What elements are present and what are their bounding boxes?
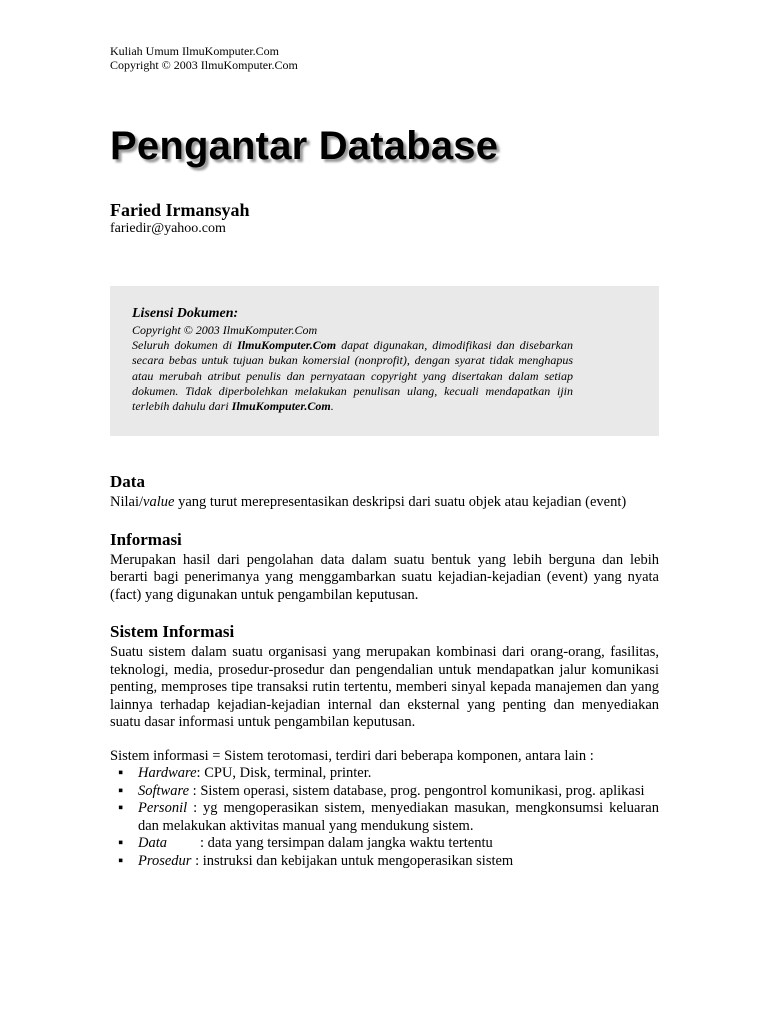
component-desc: Sistem operasi, sistem database, prog. pengontrol komunikasi, prog. aplikasi: [196, 782, 645, 799]
license-text-1: Seluruh dokumen di: [132, 338, 238, 353]
bullet-icon: ▪: [118, 835, 124, 851]
component-desc: instruksi dan kebijakan untuk mengoperasikan sistem: [199, 852, 514, 869]
data-text-italic: value: [143, 494, 175, 510]
license-site-2: IlmuKomputer.Com: [231, 399, 331, 414]
header-line-1: Kuliah Umum IlmuKomputer.Com: [110, 44, 279, 58]
author-email: fariedir@yahoo.com: [110, 221, 226, 236]
component-term: Prosedur: [138, 852, 192, 869]
license-text-end: .: [330, 399, 334, 414]
data-text-a: Nilai/: [110, 494, 144, 510]
data-text-b: yang turut merepresentasikan deskripsi dari suatu objek atau kejadian (event): [174, 494, 627, 510]
running-header: [110, 44, 659, 72]
license-copyright: Copyright © 2003 IlmuKomputer.Com: [132, 323, 318, 337]
license-site-1: IlmuKomputer.Com: [237, 338, 337, 353]
bullet-icon: ▪: [118, 800, 124, 816]
license-text-2: dapat digunakan, dimodifikasi dan disebarkan secara bebas untuk tujuan bukan komersial (nonprofit), dengan syarat tidak menghapus atau merubah atribut penulis dan pernyataan copyright yang disertakan dalam setiap dokumen. Tidak diperbolehkan melakukan penulisan ulang, kecuali mendapatkan ijin terlebih dahulu dari: [132, 338, 573, 414]
component-desc: CPU, Disk, terminal, printer.: [200, 765, 372, 781]
bullet-icon: ▪: [118, 782, 124, 799]
component-term: Software: [138, 782, 190, 799]
component-term: Data: [138, 835, 167, 851]
spacer: [110, 732, 659, 748]
component-desc: yg mengoperasikan sistem, menyediakan masukan, mengkonsumsi keluaran dan melakukan aktivitas manual yang mendukung sistem.: [138, 800, 659, 834]
spacer: [110, 512, 659, 530]
spacer: [110, 604, 659, 622]
component-desc: data yang tersimpan dalam jangka waktu tertentu: [204, 835, 493, 851]
list-item: [110, 835, 659, 853]
section-text-informasi: Merupakan hasil dari pengolahan data dalam suatu bentuk yang lebih berguna dan lebih berarti bagi penerimanya yang menggambarkan suatu kejadian-kejadian (event) yang nyata (fact) yang digunakan untuk pengambilan keputusan.: [110, 551, 659, 603]
license-heading: Lisensi Dokumen:: [132, 306, 239, 321]
license-body: [132, 338, 573, 414]
document-page: [110, 44, 659, 237]
component-sep: :: [187, 800, 198, 816]
document-title: Pengantar Database: [110, 124, 499, 168]
section-heading-informasi: Informasi: [110, 529, 182, 549]
list-item: [110, 853, 659, 871]
component-sep: :: [196, 765, 201, 781]
bullet-icon: ▪: [118, 852, 124, 869]
bullet-icon: ▪: [118, 765, 124, 781]
section-text-data: [110, 494, 659, 512]
list-item: [110, 765, 659, 783]
component-sep: :: [200, 835, 205, 851]
section-heading-data: Data: [110, 472, 145, 491]
list-item: [110, 800, 659, 835]
components-intro: Sistem informasi = Sistem terotomasi, terdiri dari beberapa komponen, antara lain :: [110, 747, 594, 764]
author-name: Faried Irmansyah: [110, 200, 250, 220]
sections: [110, 472, 659, 870]
section-text-sistem-informasi: Suatu sistem dalam suatu organisasi yang merupakan kombinasi dari orang-orang, fasilitas, teknologi, media, prosedur-prosedur dan pengendalian untuk mendapatkan jalur komunikasi penting, memproses tipe transaksi rutin tertentu, memberi sinyal kepada manajemen dan yang lainnya terhadap kejadian-kejadian internal dan eksternal yang penting dan menyediakan suatu dasar informasi untuk pengambilan keputusan.: [110, 644, 659, 730]
header-line-2: Copyright © 2003 IlmuKomputer.Com: [110, 58, 298, 72]
section-heading-sistem-informasi: Sistem Informasi: [110, 622, 235, 641]
component-term: Personil: [138, 800, 188, 816]
list-item: [110, 783, 659, 801]
components-list: [110, 765, 659, 870]
component-term: Hardware: [138, 765, 197, 781]
component-sep: :: [191, 852, 200, 869]
component-sep: :: [189, 782, 197, 799]
license-box: [110, 286, 659, 436]
